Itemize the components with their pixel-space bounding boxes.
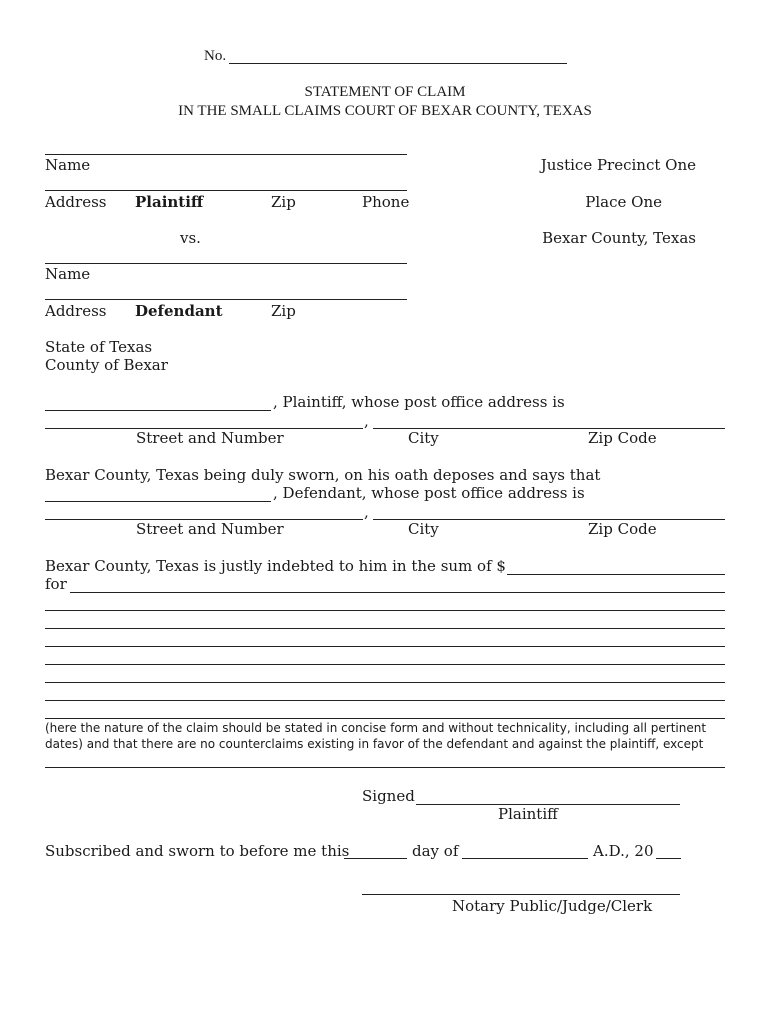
day-field[interactable] — [344, 858, 407, 859]
court-place: Place One — [585, 193, 662, 211]
defendant-name-field[interactable] — [45, 263, 407, 264]
claim-line-4[interactable] — [45, 646, 725, 647]
claim-line-6[interactable] — [45, 682, 725, 683]
justice-precinct: Justice Precinct One — [540, 156, 696, 174]
subscribed-label: Subscribed and sworn to before me this — [45, 842, 350, 860]
day-of-label: day of — [412, 842, 459, 860]
zip-code-label: Zip Code — [588, 520, 657, 538]
court-county: Bexar County, Texas — [542, 229, 696, 247]
venue-county: County of Bexar — [45, 356, 168, 374]
defendant-name-label: Name — [45, 265, 91, 283]
claim-line-7[interactable] — [45, 700, 725, 701]
notary-signature-field[interactable] — [362, 894, 680, 895]
defendant-address-label: Address — [45, 302, 107, 320]
sworn-statement: Bexar County, Texas being duly sworn, on his oath deposes and says that — [45, 466, 601, 484]
defendant-address-field[interactable] — [45, 299, 407, 300]
claim-line-2[interactable] — [45, 610, 725, 611]
month-field[interactable] — [462, 858, 588, 859]
city-label: City — [408, 429, 439, 447]
year-field[interactable] — [656, 858, 681, 859]
plaintiff-address-statement: , Plaintiff, whose post office address is — [273, 393, 565, 411]
street-label: Street and Number — [136, 429, 284, 447]
ad-label: A.D., 20 — [593, 842, 654, 860]
city-label: City — [408, 520, 439, 538]
plaintiff-zip-label: Zip — [271, 193, 296, 211]
plaintiff-address-label: Address — [45, 193, 107, 211]
defendant-name-blank[interactable] — [45, 501, 271, 502]
plaintiff-phone-label: Phone — [362, 193, 410, 211]
claim-line-1[interactable] — [70, 592, 725, 593]
defendant-zip-label: Zip — [271, 302, 296, 320]
claim-line-5[interactable] — [45, 664, 725, 665]
plaintiff-name-field[interactable] — [45, 154, 407, 155]
claim-line-8[interactable] — [45, 718, 725, 719]
for-label: for — [45, 575, 67, 593]
form-title: STATEMENT OF CLAIM — [304, 84, 466, 100]
plaintiff-role-label: Plaintiff — [135, 193, 204, 211]
plaintiff-address-field[interactable] — [45, 190, 407, 191]
defendant-address-statement: , Defendant, whose post office address is — [273, 484, 585, 502]
signed-label: Signed — [362, 787, 415, 805]
zip-code-label: Zip Code — [588, 429, 657, 447]
counterclaim-exception-field[interactable] — [45, 767, 725, 768]
case-number-field[interactable] — [229, 63, 567, 64]
indebted-statement: Bexar County, Texas is justly indebted to him in the sum of $ — [45, 557, 506, 575]
defendant-role-label: Defendant — [135, 302, 223, 320]
form-subtitle: IN THE SMALL CLAIMS COURT OF BEXAR COUNTY, TEXAS — [178, 103, 592, 119]
venue-state: State of Texas — [45, 338, 153, 356]
amount-field[interactable] — [507, 574, 725, 575]
address-comma: , — [364, 412, 369, 430]
address-comma: , — [364, 503, 369, 521]
plaintiff-name-label: Name — [45, 156, 91, 174]
claim-line-3[interactable] — [45, 628, 725, 629]
plaintiff-signature-label: Plaintiff — [498, 805, 558, 823]
notary-label: Notary Public/Judge/Clerk — [452, 897, 653, 915]
claim-note-line-2: dates) and that there are no counterclaims existing in favor of the defendant and against the plaintiff, except — [45, 737, 704, 751]
plaintiff-name-blank[interactable] — [45, 410, 271, 411]
claim-note-line-1: (here the nature of the claim should be stated in concise form and without technicality, including all pertinent — [45, 721, 707, 735]
case-number-label: No. — [204, 48, 227, 64]
versus-label: vs. — [180, 229, 201, 247]
street-label: Street and Number — [136, 520, 284, 538]
